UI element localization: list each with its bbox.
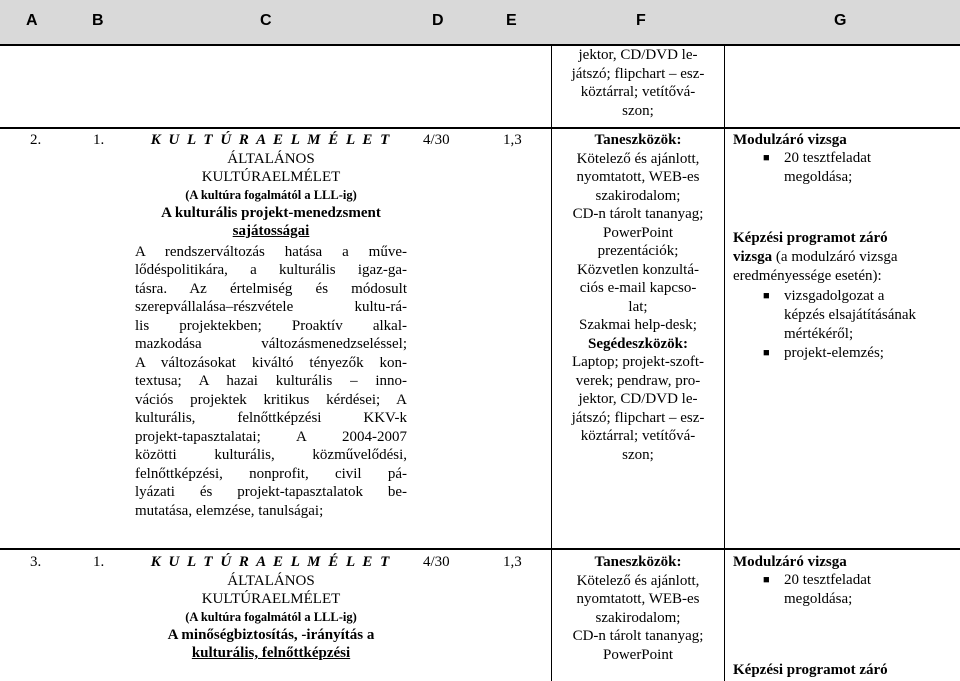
bullet-square-icon: ■ xyxy=(763,347,770,359)
module-title-italic: K U L T Ú R A E L M É L E T xyxy=(150,554,392,570)
row1-hours: 4/30 xyxy=(423,132,450,148)
row2-credits: 1,3 xyxy=(503,554,522,570)
col-header-e: E xyxy=(506,12,517,29)
bullet-square-icon: ■ xyxy=(763,290,770,302)
col-header-a: A xyxy=(26,12,38,29)
bullet-square-icon: ■ xyxy=(763,574,770,586)
row2-number-a: 3. xyxy=(30,554,42,570)
final-exam-heading: Képzési programot záró xyxy=(733,230,888,246)
row-divider xyxy=(0,548,960,550)
column-header-row xyxy=(0,0,960,46)
exam-heading: Modulzáró vizsga xyxy=(733,554,847,570)
row1-number-a: 2. xyxy=(30,132,42,148)
col-header-b: B xyxy=(92,12,104,29)
final-exam-heading: Képzési programot záró xyxy=(733,662,888,678)
module-title-line2: KULTÚRAELMÉLET xyxy=(201,591,341,607)
column-divider xyxy=(724,44,725,681)
bullet-square-icon: ■ xyxy=(763,152,770,164)
row2-module-cell xyxy=(135,553,407,663)
row2-tools-cell: Taneszközök: Kötelező és ajánlott, nyomtatott, WEB-es szakirodalom; CD-n tárolt tananyag; PowerPoint xyxy=(552,553,724,664)
row1-tools-cell: Taneszközök: Kötelező és ajánlott, nyomtatott, WEB-es szakirodalom; CD-n tárolt tananyag; PowerPoint prezentációk; Közvetlen konzultá- ciós e-mail kapcso- lat; Szakmai help-desk; Segédeszközök: Laptop; projekt-szoft- verek; pendraw, pro- jektor, CD/DVD le- játszó; flipchart – esz- köztárral; vetítővá- szon; xyxy=(552,131,724,464)
row2-number-b: 1. xyxy=(93,554,105,570)
module-subtitle: (A kultúra fogalmától a LLL-ig) xyxy=(185,609,357,624)
module-title-italic: K U L T Ú R A E L M É L E T xyxy=(150,132,392,148)
row1-number-b: 1. xyxy=(93,132,105,148)
module-title-line2: KULTÚRAELMÉLET xyxy=(201,169,341,185)
col-header-g: G xyxy=(834,12,847,29)
topic-description: A rendszerváltozás hatása a műve- lődéspolitikára, a kulturális igaz-ga- tásra. Az értelmiség és módosult szerepvállalása–részvétele kultu-rá- lis projektekben; Proaktív alkal- mazkodása változásmenedzseléssel; A változásokat kiváltó tényezők kon- textusa; A hazai kulturális – inno- vációs projektek kritikus kérdései; A kulturális, felnőttképzési KKV-k projekt-tapasztalatai; A 2004-2007 közötti kulturális, közművelődési, felnőttképzési, nonprofit, civil pá- lyázati és projekt-tapasztalatok be- mutatása, elemzése, tanulságai; xyxy=(135,243,407,519)
topic-title-line1: A kulturális projekt-menedzsment xyxy=(161,204,381,221)
row-divider xyxy=(0,127,960,129)
exam-heading: Modulzáró vizsga xyxy=(733,132,847,148)
row2-hours: 4/30 xyxy=(423,554,450,570)
col-header-f: F xyxy=(636,12,646,29)
col-header-c: C xyxy=(260,12,272,29)
tools-heading: Taneszközök: xyxy=(594,554,682,570)
row1-credits: 1,3 xyxy=(503,132,522,148)
topic-title-line1: A minőségbiztosítás, -irányítás a xyxy=(167,626,375,643)
top-f-cell: jektor, CD/DVD le- játszó; flipchart – esz- köztárral; vetítővá- szon; xyxy=(571,47,705,119)
module-subtitle: (A kultúra fogalmától a LLL-ig) xyxy=(185,187,357,202)
aids-heading: Segédeszközök: xyxy=(588,335,688,352)
module-title-line1: ÁLTALÁNOS xyxy=(227,150,315,167)
col-header-d: D xyxy=(432,12,444,29)
topic-title-line2: sajátosságai xyxy=(232,223,310,239)
module-title-line1: ÁLTALÁNOS xyxy=(227,572,315,589)
topic-title-line2: kulturális, felnőttképzési xyxy=(191,645,351,661)
tools-heading: Taneszközök: xyxy=(594,132,682,148)
row1-module-cell xyxy=(135,131,407,520)
